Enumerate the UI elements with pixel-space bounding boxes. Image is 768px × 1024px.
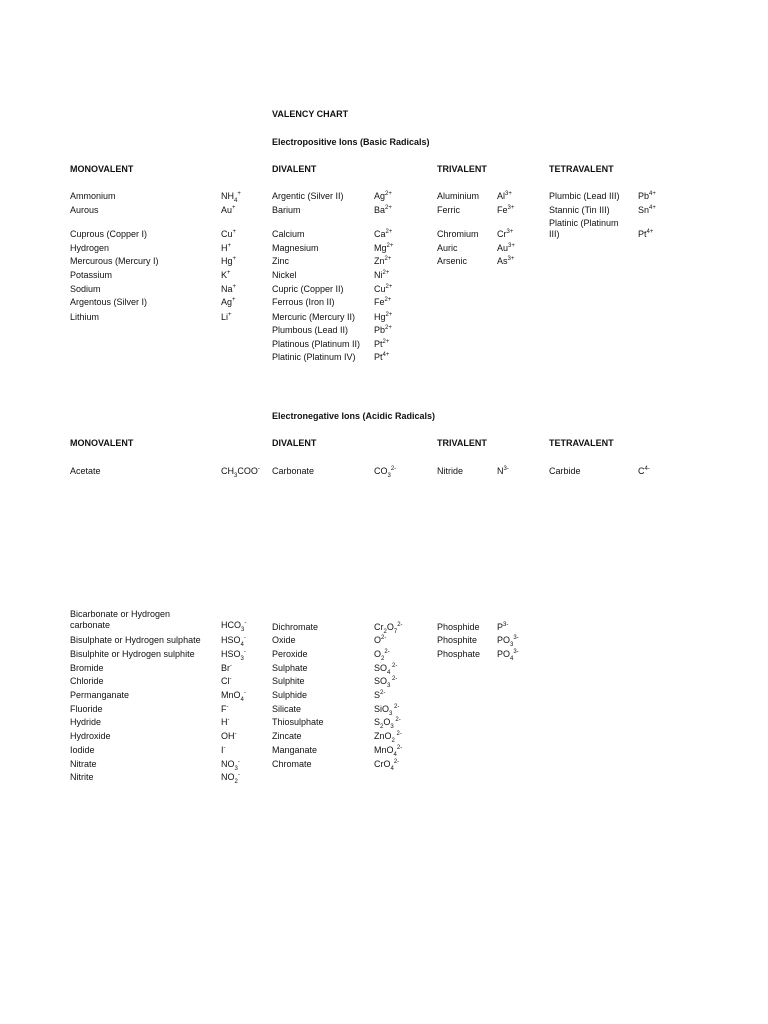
en-mono-ion-formula: $NO_3^-$ [221,759,240,772]
en-di-ion-name: Manganate [272,745,318,755]
en-nitride-formula: $N^{3-}$ [497,466,509,476]
ep-di-ion-formula: $Fe^{2+}$ [374,297,392,307]
ep-di-ion-name: Platinous (Platinum II) [272,339,361,349]
en-tri-ion-formula: $PO_3^{3-}$ [497,635,519,648]
en-mono-ion-name: Nitrate [70,759,97,769]
ep-tetra-ion-formula: $Pt^{4+}$ [638,229,654,239]
en-di-ion-formula: SiO$_3$ $^{2-}$ [374,704,400,717]
en-di-ion-formula: MnO$_4^{2-}$ [374,745,403,758]
ep-mono-ion-formula: $NH_4^+$ [221,191,241,204]
ep-mono-ion-name: Aurous [70,205,99,215]
ep-di-ion-name: Barium [272,205,301,215]
en-di-ion-name: Sulphite [272,676,305,686]
ep-col-divalent: DIVALENT [272,164,317,174]
en-mono-ion-name: Chloride [70,676,104,686]
ep-tetra-ion-formula: $Pb^{4+}$ [638,191,656,201]
ep-tri-ion-formula: $Fe^{3+}$ [497,205,515,215]
en-di-ion-formula: ZnO$_2$ $^{2-}$ [374,731,402,744]
ep-tri-ion-name: Auric [437,243,458,253]
ep-mono-ion-formula: H+ [221,243,232,253]
ep-di-ion-formula: $Ni^{2+}$ [374,270,390,280]
ep-di-ion-name: Nickel [272,270,297,280]
en-mono-ion-formula: $HSO_4^-$ [221,635,246,648]
en-mono-ion-name: Nitrite [70,772,94,782]
en-col-trivalent: TRIVALENT [437,438,487,448]
en-di-ion-formula: $O^{2-}$ [374,635,387,645]
en-acetate-formula: $CH_3COO^-$ [221,466,260,479]
en-di-ion-formula: $Cr_2O_7^{2-}$ [374,622,403,635]
en-mono-ion-formula: Cl- [221,676,232,686]
en-tri-ion-formula: $PO_4^{3-}$ [497,649,519,662]
en-mono-ion-name: Bisulphate or Hydrogen sulphate [70,635,201,645]
en-mono-ion-name: Permanganate [70,690,130,700]
ep-mono-ion-name: Potassium [70,270,113,280]
en-di-ion-formula: CrO$_4^{2-}$ [374,759,400,772]
ep-di-ion-formula: $Ca^{2+}$ [374,229,393,239]
ep-mono-ion-formula: Na+ [221,284,237,294]
ep-mono-ion-name: Lithium [70,312,100,322]
ep-di-ion-formula: $Pt^{4+}$ [374,352,390,362]
ep-di-ion-formula: $Zn^{2+}$ [374,256,392,266]
en-di-ion-name: Dichromate [272,622,319,632]
ep-di-ion-formula: $Ba^{2+}$ [374,205,392,215]
ep-di-ion-name: Zinc [272,256,290,266]
ep-mono-ion-formula: Li+ [221,312,232,322]
ep-di-ion-name: Calcium [272,229,305,239]
en-carbonate-formula: $CO_3^{2-}$ [374,466,397,479]
en-tri-ion-name: Phosphide [437,622,480,632]
ep-di-ion-name: Plumbous (Lead II) [272,325,349,335]
ep-mono-ion-name: Sodium [70,284,101,294]
ep-tri-ion-formula: $Au^{3+}$ [497,243,515,253]
en-mono-ion-name: Bicarbonate or Hydrogen carbonate [70,609,171,630]
en-mono-ion-formula: Br- [221,663,232,673]
en-mono-ion-name: Hydride [70,717,102,727]
ep-di-ion-name: Cupric (Copper II) [272,284,344,294]
en-mono-ion-name: Hydroxide [70,731,111,741]
ep-mono-ion-formula: Cu+ [221,229,237,239]
en-mono-ion-name: Fluoride [70,704,103,714]
ep-tri-ion-formula: $Al^{3+}$ [497,191,512,201]
en-col-monovalent: MONOVALENT [70,438,134,448]
ep-di-ion-name: Argentic (Silver II) [272,191,344,201]
ep-col-trivalent: TRIVALENT [437,164,487,174]
en-tri-ion-name: Phosphite [437,635,478,645]
en-mono-ion-formula: F- [221,704,229,714]
en-di-ion-name: Sulphate [272,663,308,673]
en-mono-ion-formula: I- [221,745,226,755]
en-di-ion-name: Thiosulphate [272,717,324,727]
ep-mono-ion-name: Argentous (Silver I) [70,297,148,307]
ep-di-ion-name: Magnesium [272,243,319,253]
electropositive-heading: Electropositive Ions (Basic Radicals) [272,137,430,147]
ep-di-ion-formula: $Ag^{2+}$ [374,191,392,201]
en-di-ion-name: Silicate [272,704,302,714]
ep-di-ion-formula: $Hg^{2+}$ [374,312,393,322]
ep-col-monovalent: MONOVALENT [70,164,134,174]
ep-di-ion-formula: $Pt^{2+}$ [374,339,390,349]
en-mono-ion-name: Bromide [70,663,104,673]
en-mono-ion-name: Iodide [70,745,95,755]
ep-tri-ion-name: Ferric [437,205,460,215]
ep-tri-ion-name: Aluminium [437,191,480,201]
ep-di-ion-name: Ferrous (Iron II) [272,297,335,307]
en-di-ion-formula: $O_2^{2-}$ [374,649,390,662]
ep-tri-ion-formula: $As^{3+}$ [497,256,515,266]
en-di-ion-name: Chromate [272,759,312,769]
en-di-ion-name: Peroxide [272,649,308,659]
ep-tri-ion-name: Arsenic [437,256,468,266]
ep-mono-ion-formula: Ag+ [221,297,236,307]
ep-col-tetravalent: TETRAVALENT [549,164,614,174]
en-carbide-name: Carbide [549,466,581,476]
en-mono-ion-formula: $HCO_3^-$ [221,620,247,633]
ep-mono-ion-name: Mercurous (Mercury I) [70,256,159,266]
page-title: VALENCY CHART [272,109,349,119]
en-tri-ion-name: Phosphate [437,649,481,659]
en-col-tetravalent: TETRAVALENT [549,438,614,448]
ep-mono-ion-name: Cuprous (Copper I) [70,229,148,239]
electronegative-heading: Electronegative Ions (Acidic Radicals) [272,411,436,421]
ep-mono-ion-formula: Au+ [221,205,236,215]
en-di-ion-name: Zincate [272,731,302,741]
en-di-ion-formula: $SO_3$ $^{2-}$ [374,676,398,689]
ep-di-ion-name: Mercuric (Mercury II) [272,312,355,322]
en-di-ion-formula: $S^{2-}$ [374,690,386,700]
en-di-ion-formula: $S_2O_3$ $^{2-}$ [374,717,401,730]
ep-mono-ion-formula: K+ [221,270,231,280]
ep-tri-ion-name: Chromium [437,229,479,239]
en-di-ion-name: Sulphide [272,690,308,700]
en-mono-ion-formula: H- [221,717,230,727]
en-col-divalent: DIVALENT [272,438,317,448]
en-di-ion-formula: $SO_4$ $^{2-}$ [374,663,398,676]
en-mono-ion-formula: OH- [221,731,237,741]
en-di-ion-name: Oxide [272,635,296,645]
en-mono-ion-formula: MnO$_4$- [221,690,246,703]
ep-tetra-ion-name: Stannic (Tin III) [549,205,610,215]
ep-di-ion-formula: $Mg^{2+}$ [374,243,394,253]
en-mono-ion-name: Bisulphite or Hydrogen sulphite [70,649,195,659]
en-tri-ion-formula: $P^{3-}$ [497,622,509,632]
en-mono-ion-formula: $HSO_3^-$ [221,649,246,662]
ep-di-ion-name: Platinic (Platinum IV) [272,352,356,362]
ep-tri-ion-formula: $Cr^{3+}$ [497,229,514,239]
ep-mono-ion-name: Hydrogen [70,243,110,253]
ep-tetra-ion-name: Plumbic (Lead III) [549,191,620,201]
ep-mono-ion-name: Ammonium [70,191,116,201]
ep-tetra-ion-formula: $Sn^{4+}$ [638,205,656,215]
ep-di-ion-formula: $Pb^{2+}$ [374,325,392,335]
en-carbide-formula: $C^{4-}$ [638,466,650,476]
en-acetate-name: Acetate [70,466,101,476]
en-mono-ion-formula: $NO_2^-$ [221,772,240,785]
ep-tetra-ion-name: Platinic (Platinum III) [549,218,619,239]
en-carbonate-name: Carbonate [272,466,315,476]
ep-di-ion-formula: $Cu^{2+}$ [374,284,393,294]
ep-mono-ion-formula: Hg+ [221,256,237,266]
en-nitride-name: Nitride [437,466,464,476]
